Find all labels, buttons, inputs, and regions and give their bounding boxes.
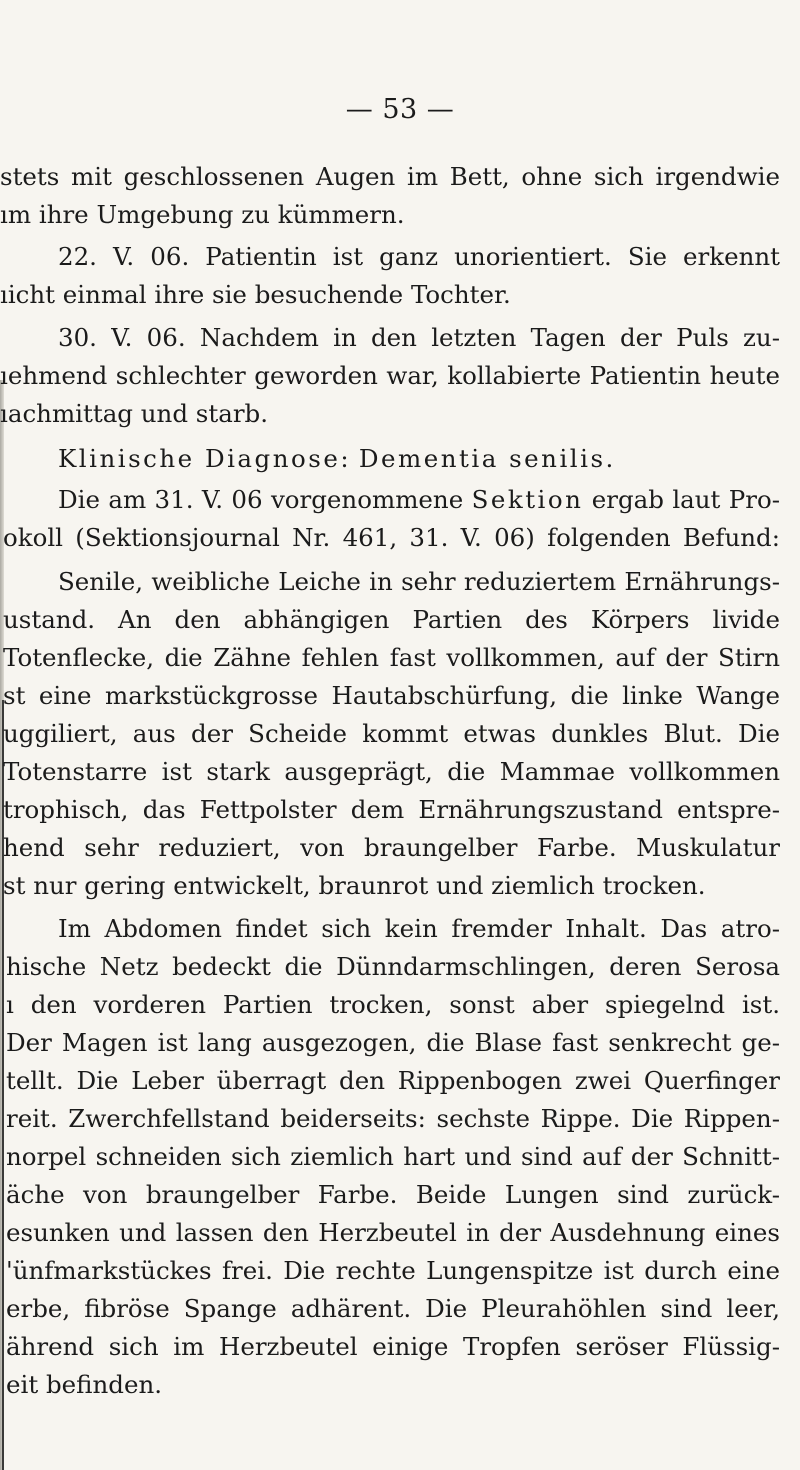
text-line: Im Abdomen findet sich kein fremder Inhalt. Das atro- [58,914,780,943]
text-line: esunken und lassen den Herzbeutel in der Ausdehnung eines [6,1218,780,1247]
text-line: Totenflecke, die Zähne fehlen fast vollkommen, auf der Stirn [3,643,780,672]
text-line: 22. V. 06. Patientin ist ganz unorientiert. Sie erkennt [58,242,780,271]
text-line: norpel schneiden sich ziemlich hart und sind auf der Schnitt- [6,1142,780,1171]
clinical-diagnosis [58,440,616,478]
text-line: st eine markstückgrosse Hautabschürfung, die linke Wange [3,681,780,710]
text-line: okoll (Sektionsjournal Nr. 461, 31. V. 06) folgenden Befund: [3,523,780,552]
text-line [58,481,780,519]
text-line: Der Magen ist lang ausgezogen, die Blase fast senkrecht ge- [6,1028,780,1057]
text-line: eit befinden. [6,1370,163,1399]
text-line: ustand. An den abhängigen Partien des Körpers livide [3,605,780,634]
diagnosis-value: Dementia senilis. [358,444,616,473]
text-segment: ergab laut Pro- [591,485,780,514]
text-line: st nur gering entwickelt, braunrot und ziemlich trocken. [3,871,706,900]
sektion-term: Sektion [471,485,584,514]
text-line: hend sehr reduziert, von braungelber Farbe. Muskulatur [3,833,780,862]
text-line: ı den vorderen Partien trocken, sonst aber spiegelnd ist. [6,990,780,1019]
text-line: uggiliert, aus der Scheide kommt etwas dunkles Blut. Die [3,719,780,748]
text-line: ıachmittag und starb. [0,399,269,428]
page-number: — 53 — [345,94,455,125]
text-line: trophisch, das Fettpolster dem Ernährungszustand entspre- [3,795,780,824]
text-line: stets mit geschlossenen Augen im Bett, ohne sich irgendwie [0,162,780,191]
text-segment: Die am 31. V. 06 vorgenommene [58,485,464,514]
text-line: äche von braungelber Farbe. Beide Lungen sind zurück- [6,1180,780,1209]
text-line: ım ihre Umgebung zu kümmern. [0,200,405,229]
text-line: Totenstarre ist stark ausgeprägt, die Mammae vollkommen [3,757,780,786]
text-line: 'ünfmarkstückes frei. Die rechte Lungenspitze ist durch eine [6,1256,780,1285]
diagnosis-label: Klinische Diagnose: [58,444,352,473]
text-line: erbe, fibröse Spange adhärent. Die Pleurahöhlen sind leer, [6,1294,780,1323]
text-line: hische Netz bedeckt die Dünndarmschlingen, deren Serosa [6,952,780,981]
text-line: 30. V. 06. Nachdem in den letzten Tagen der Puls zu- [58,323,780,352]
text-line: ährend sich im Herzbeutel einige Tropfen seröser Flüssig- [6,1332,780,1361]
text-line: reit. Zwerchfellstand beiderseits: sechste Rippe. Die Rippen- [6,1104,780,1133]
text-line: ıicht einmal ihre sie besuchende Tochter. [0,280,511,309]
text-line: Senile, weibliche Leiche in sehr reduziertem Ernährungs- [58,567,780,596]
text-line: ıehmend schlechter geworden war, kollabierte Patientin heute [0,361,780,390]
text-line: tellt. Die Leber überragt den Rippenbogen zwei Querfinger [6,1066,780,1095]
